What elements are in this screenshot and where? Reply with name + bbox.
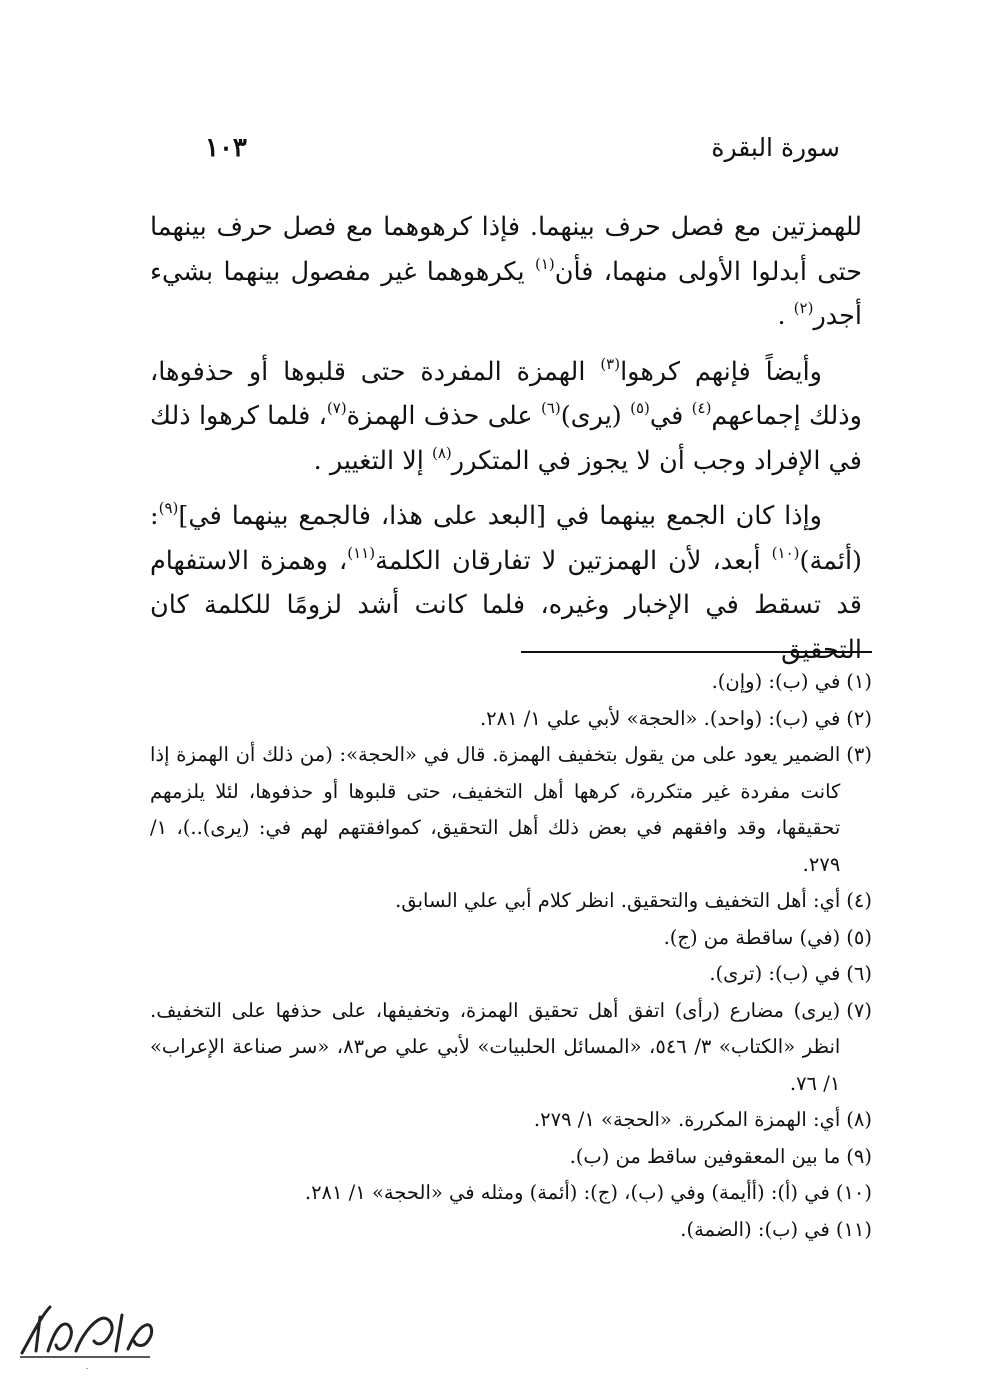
footnote-text: (في) ساقطة من (ج). [663,925,841,949]
text-run: يكرهوهما غير مفصول بينهما بشيء أجدر [150,256,862,331]
footnote-ref: (٨) [431,443,452,462]
footnote-number: (١٠) [835,1181,872,1204]
footnote [150,1212,872,1249]
footnote [150,1102,872,1139]
footnote-ref: (١) [534,254,555,273]
footnote [150,1175,872,1212]
stamp-subtitle: . [85,1362,89,1371]
footnote-text: ما بين المعقوفين ساقط من (ب). [569,1144,841,1168]
footnote-text: في (ب): (واحد). «الحجة» لأبي علي ١/ ٢٨١. [479,706,841,730]
text-run: على حذف الهمزة [346,401,541,431]
footnote [150,664,872,701]
footnote-text: (يرى) مضارع (رأى) اتفق أهل تحقيق الهمزة، وتخفيفها، على حذفها على التخفيف. انظر «الكتاب» ٣/ ٥٤٦، «المسائل الحلبيات» لأبي علي ص٨٣، «سر صناعة الإعراب» ١/ ٧٦. [150,998,841,1095]
footnote-number: (٧) [846,998,872,1022]
footnote [150,701,872,738]
footnote-ref: (٣) [600,354,621,373]
footnote [150,737,872,883]
footnotes [150,664,872,1248]
footnote [150,993,872,1103]
footnote [150,920,872,957]
footnote-text: أي: الهمزة المكررة. «الحجة» ١/ ٢٧٩. [533,1108,841,1131]
text-run: : (أئمة) [150,501,862,576]
footnote-number: (٣) [846,743,872,766]
footnote [150,883,872,920]
surah-title: سورة البقرة [711,133,840,162]
footnote-number: (١١) [835,1217,872,1241]
text-run: (يرى) [560,401,631,431]
footnote-ref: (٧) [326,399,347,417]
text-run: الهمزة المفردة حتى قلبوها أو حذفوها، وذلك إجماعهم [150,356,862,431]
paragraph-3 [150,494,862,672]
footnote-ref: (١١) [347,543,376,562]
footnote-ref: (٦) [540,399,561,417]
text-run: للهمزتين مع فصل حرف بينهما. فإذا كرهوهما مع فصل حرف بينهما حتى أبدلوا الأولى منهما، فأن [150,212,862,287]
footnote-number: (١) [846,670,872,693]
footnote [150,1139,872,1176]
text-run: وإذا كان الجمع بينهما في [البعد على هذا، فالجمع بينهما في] [178,501,822,531]
publisher-stamp [12,1295,162,1375]
text-run: ، وهمزة الاستفهام قد تسقط في الإخبار وغيره، فلما كانت أشد لزومًا للكلمة كان التحقيق [150,545,862,665]
footnote-text: الضمير يعود على من يقول بتخفيف الهمزة. قال في «الحجة»: (من ذلك أن الهمزة إذا كانت مفردة غير متكررة، كرهها أهل التخفيف، حتى قلبوها أو حذفوها، لئلا يلزمهم تحقيقها، وقد وافقهم في بعض ذلك أهل التحقيق، كموافقتهم لهم في: (يرى)..)، ١/ ٢٧٩. [150,743,841,876]
footnote-separator [521,651,872,653]
footnote-number: (٨) [846,1108,872,1131]
footnote-number: (٩) [846,1144,872,1168]
footnote-ref: (٥) [630,399,650,417]
text-run: إلا التغيير . [313,445,432,476]
text-run: أبعد، لأن الهمزتين لا تفارقان الكلمة [375,545,772,576]
text-run: في [649,401,692,431]
footnote-number: (٦) [846,962,872,985]
text-run: وأيضاً فإنهم كرهوا [620,356,822,387]
footnote-text: في (ب): (ترى). [709,962,841,985]
footnote-number: (٢) [846,706,872,730]
footnote-ref: (١٠) [771,543,800,562]
page-header [205,133,840,177]
text-run: . [777,301,794,331]
paragraph-1 [150,205,862,339]
calligraphy-logo-icon [12,1295,162,1375]
footnote-text: في (ب): (الضمة). [680,1217,830,1241]
page-number: ١٠٣ [205,133,247,163]
footnote [150,956,872,993]
text-run: ، فلما كرهوا ذلك في الإفراد وجب أن لا يجوز في المتكرر [150,401,862,476]
main-text [150,205,862,672]
paragraph-2 [150,350,862,484]
footnote-text: أي: أهل التخفيف والتحقيق. انظر كلام أبي علي السابق. [395,889,841,912]
footnote-text: في (ب): (وإن). [711,670,841,693]
footnote-text: في (أ): (أأيمة) وفي (ب)، (ج): (أئمة) ومثله في «الحجة» ١/ ٢٨١. [304,1181,830,1204]
footnote-number: (٥) [846,925,872,949]
footnote-ref: (٢) [793,299,814,317]
footnote-number: (٤) [846,889,872,912]
footnote-ref: (٩) [158,499,179,517]
footnote-ref: (٤) [691,399,712,417]
